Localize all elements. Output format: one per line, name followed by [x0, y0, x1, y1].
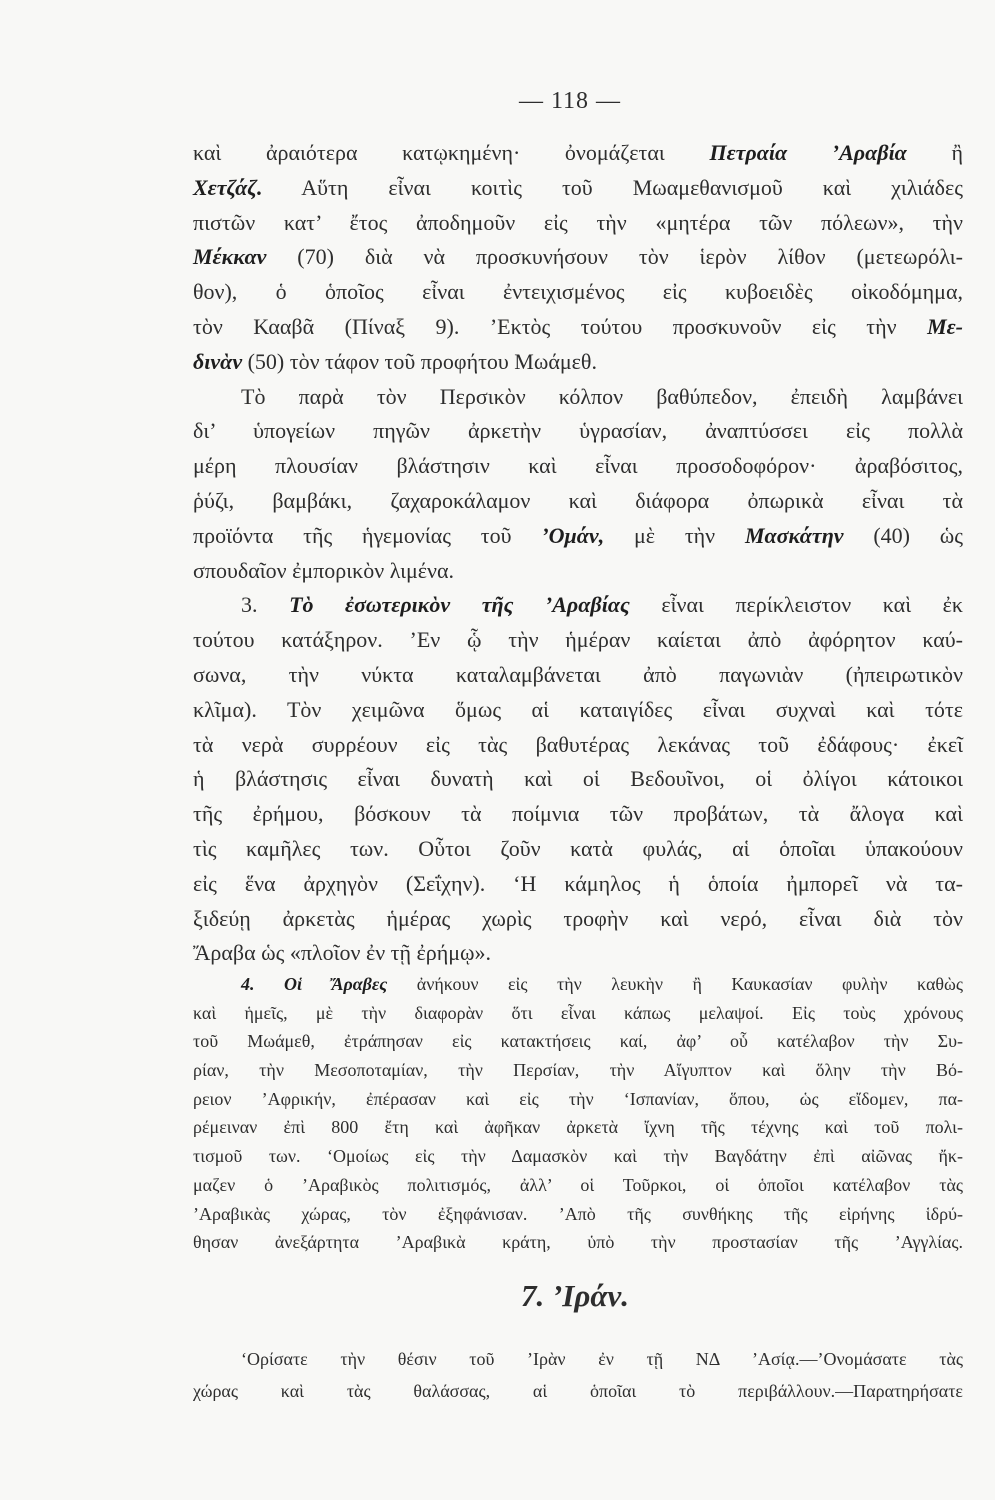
text-run: Τὸ παρὰ τὸν Περσικὸν κόλπον βαθύπεδον, ἐπειδὴ λαμβάνει	[241, 383, 963, 409]
text-run: ρέμειναν ἐπὶ 800 ἔτη καὶ ἀφῆκαν ἀρκετὰ ἴχνη τῆς τέχνης καὶ τοῦ πολι-	[193, 1117, 963, 1138]
text-line	[193, 554, 963, 589]
text-run: ρειον ’Αφρικήν, ἐπέρασαν καὶ εἰς τὴν ‘Ισπανίαν, ὅπου, ὡς εἴδομεν, πα-	[193, 1088, 963, 1109]
text-line	[193, 449, 963, 484]
paragraph	[193, 970, 963, 1257]
text-run: Ἄραβα ὡς «πλοῖον ἐν τῇ ἐρήμῳ».	[193, 940, 491, 966]
text-line	[193, 970, 963, 999]
text-run: κλῖμα). Τὸν χειμῶνα ὅμως αἱ καταιγίδες εἶναι συχναὶ καὶ τότε	[193, 696, 963, 722]
text-line	[193, 999, 963, 1028]
text-line	[193, 728, 963, 763]
text-line	[193, 380, 963, 415]
section-heading: 7. ’Ιράν.	[520, 1278, 629, 1313]
text-run: σωνα, τὴν νύκτα καταλαμβάνεται ἀπὸ παγωνιὰν (ἠπειρωτικὸν	[193, 661, 963, 687]
exercise-text	[193, 1343, 963, 1407]
text-line	[193, 519, 963, 554]
text-run: τὸν Κααβᾶ (Πίναξ 9). ’Εκτὸς τούτου προσκυνοῦν εἰς τὴν	[193, 313, 928, 339]
text-run: ξιδεύῃ ἀρκετὰς ἡμέρας χωρὶς τροφὴν καὶ νερό, εἶναι διὰ τὸν	[193, 905, 963, 931]
text-run: μὲ τὴν	[604, 522, 745, 548]
text-run: (70) διὰ νὰ προσκυνήσουν τὸν ἱερὸν λίθον (μετεωρόλι-	[266, 244, 963, 270]
text-run: (40) ὡς	[843, 522, 963, 548]
paragraph	[193, 380, 963, 589]
text-line	[193, 588, 963, 623]
small-print-text	[193, 970, 963, 1257]
text-run: 3.	[241, 592, 290, 618]
text-run: καὶ ἡμεῖς, μὲ τὴν διαφορὰν ὅτι εἶναι κάπως μελαψοί. Εἰς τοὺς χρόνους	[193, 1002, 963, 1023]
text-run: προϊόντα τῆς ἡγεμονίας τοῦ	[193, 522, 542, 548]
text-line	[193, 275, 963, 310]
text-run: τούτου κατάξηρον. ’Εν ᾧ τὴν ἡμέραν καίεται ἀπὸ ἀφόρητον καύ-	[193, 627, 963, 653]
text-line	[193, 1113, 963, 1142]
text-run: τὶς καμῆλες των. Οὗτοι ζοῦν κατὰ φυλάς, αἱ ὁποῖαι ὑπακούουν	[193, 835, 963, 861]
page-number: — 118 —	[518, 88, 622, 114]
text-run: σπουδαῖον ἐμπορικὸν λιμένα.	[193, 557, 455, 583]
text-run: τῆς ἐρήμου, βόσκουν τὰ ποίμνια τῶν προβάτων, τὰ ἄλογα καὶ	[193, 801, 963, 827]
text-line	[193, 136, 963, 171]
text-line	[193, 240, 963, 275]
emphasized-term: δινὰν	[193, 348, 243, 374]
text-line	[193, 1142, 963, 1171]
text-run: ἀνήκουν εἰς τὴν λευκὴν ἢ Καυκασίαν φυλὴν καθὼς	[387, 974, 963, 994]
text-line	[193, 1171, 963, 1200]
text-run: τοῦ Μωάμεθ, ἐτράπησαν εἰς κατακτήσεις καί, ἀφ’ οὗ κατέλαβον τὴν Συ-	[193, 1031, 963, 1052]
text-line	[193, 902, 963, 937]
text-run: ρίαν, τὴν Μεσοποταμίαν, τὴν Περσίαν, τὴν Αἴγυπτον καὶ ὅλην τὴν Βό-	[193, 1060, 963, 1081]
text-run: τισμοῦ των. ‘Ομοίως εἰς τὴν Δαμασκὸν καὶ τὴν Βαγδάτην ἐπὶ αἰῶνας ἤκ-	[193, 1146, 963, 1167]
text-run: ‘Ορίσατε τὴν θέσιν τοῦ ’Ιρὰν ἐν τῇ ΝΔ ’Ασίᾳ.—’Ονομάσατε τὰς	[241, 1349, 963, 1369]
text-run: δι’ ὑπογείων πηγῶν ἀρκετὴν ὑγρασίαν, ἀναπτύσσει εἰς πολλὰ	[193, 418, 963, 444]
text-run: χώρας καὶ τὰς θαλάσσας, αἱ ὁποῖαι τὸ περιβάλλουν.—Παρατηρήσατε	[193, 1381, 963, 1401]
text-line	[193, 936, 963, 971]
text-run: (50) τὸν τάφον τοῦ προφήτου Μωάμεθ.	[242, 348, 597, 374]
text-run: τὰ νερὰ συρρέουν εἰς τὰς βαθυτέρας λεκάνας τοῦ ἐδάφους· ἐκεῖ	[193, 731, 963, 757]
text-line	[193, 1027, 963, 1056]
text-line	[193, 1375, 963, 1407]
paragraph	[193, 1343, 963, 1407]
text-line	[193, 693, 963, 728]
emphasized-term: Μασκάτην	[744, 522, 844, 548]
text-line	[193, 797, 963, 832]
text-run: θησαν ἀνεξάρτητα ’Αραβικὰ κράτη, ὑπὸ τὴν προστασίαν τῆς ’Αγγλίας.	[193, 1232, 963, 1253]
text-line	[193, 867, 963, 902]
emphasized-term: Πετραία ’Αραβία	[709, 140, 907, 165]
paragraph	[193, 588, 963, 971]
text-run: εἰς ἕνα ἀρχηγὸν (Σεΐχην). ‘Η κάμηλος ἡ ὁποία ἠμπορεῖ νὰ τα-	[193, 870, 963, 896]
text-line	[193, 310, 963, 345]
text-run: καὶ ἀραιότερα κατῳκημένη· ὀνομάζεται	[193, 140, 710, 165]
text-line	[193, 832, 963, 867]
text-run: θον), ὁ ὁποῖος εἶναι ἐντειχισμένος εἰς κυβοειδὲς οἰκοδόμημα,	[193, 279, 963, 305]
emphasized-term: Με-	[927, 313, 963, 339]
text-run: ἢ	[906, 140, 963, 165]
text-line	[193, 206, 963, 241]
text-line	[193, 171, 963, 206]
emphasized-term: ’Ομάν,	[541, 522, 605, 548]
text-line	[193, 1228, 963, 1257]
text-run: εἶναι περίκλειστον καὶ ἐκ	[629, 592, 964, 618]
text-run: ἡ βλάστησις εἶναι δυνατὴ καὶ οἱ Βεδουῖνοι, οἱ ὀλίγοι κάτοικοι	[193, 766, 963, 792]
text-line	[193, 345, 963, 380]
paragraph	[193, 136, 963, 380]
emphasized-term: Χετζάζ.	[193, 174, 263, 200]
text-line	[193, 658, 963, 693]
emphasized-term: 4. Οἱ Ἄραβες	[241, 974, 388, 994]
text-run: ’Αραβικὰς χώρας, τὸν ἐξηφάνισαν. ’Απὸ τῆς συνθήκης τῆς εἰρήνης ἱδρύ-	[193, 1203, 963, 1224]
text-run: Αὕτη εἶναι κοιτὶς τοῦ Μωαμεθανισμοῦ καὶ χιλιάδες	[262, 174, 963, 200]
text-run: ῥύζι, βαμβάκι, ζαχαροκάλαμον καὶ διάφορα ὀπωρικὰ εἶναι τὰ	[193, 487, 963, 513]
text-line	[193, 762, 963, 797]
text-run: μαζεν ὁ ’Αραβικὸς πολιτισμός, ἀλλ’ οἱ Τοῦρκοι, οἱ ὁποῖοι κατέλαβον τὰς	[193, 1174, 963, 1195]
text-line	[193, 484, 963, 519]
text-line	[193, 1200, 963, 1229]
emphasized-term: Τὸ ἐσωτερικὸν τῆς ’Αραβίας	[289, 592, 630, 618]
text-run: πιστῶν κατ’ ἔτος ἀποδημοῦν εἰς τὴν «μητέρα τῶν πόλεων», τὴν	[193, 209, 963, 235]
text-run: μέρη πλουσίαν βλάστησιν καὶ εἶναι προσοδοφόρον· ἀραβόσιτος,	[193, 453, 963, 479]
emphasized-term: Μέκκαν	[193, 244, 267, 270]
main-text	[193, 136, 963, 971]
text-line	[193, 1343, 963, 1375]
text-line	[193, 414, 963, 449]
text-line	[193, 623, 963, 658]
text-line	[193, 1085, 963, 1114]
text-line	[193, 1056, 963, 1085]
